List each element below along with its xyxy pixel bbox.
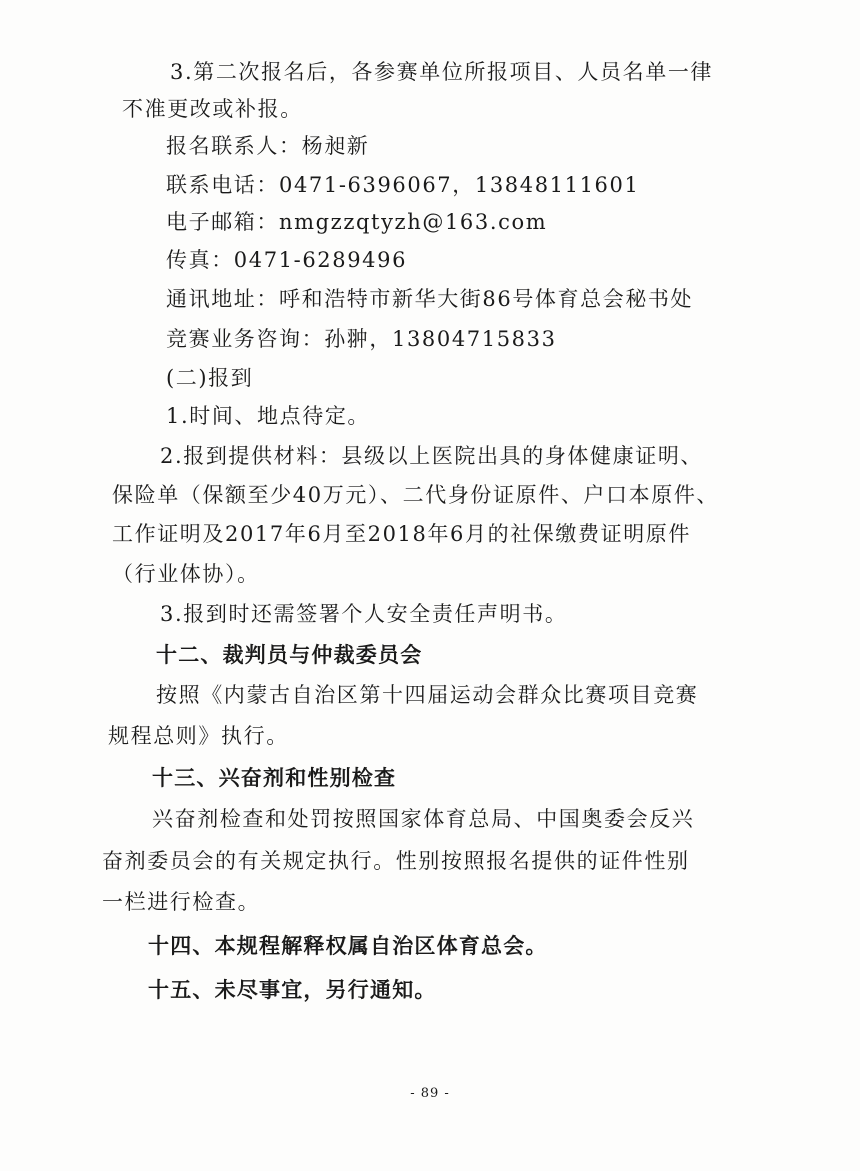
check-in-item2-line2: 保险单（保额至少40万元）、二代身份证原件、户口本原件、 bbox=[112, 483, 720, 507]
page-number: - 89 - bbox=[410, 1086, 450, 1101]
contact-fax: 传真：0471-6289496 bbox=[166, 248, 408, 272]
check-in-item2-line4: （行业体协）。 bbox=[112, 562, 260, 586]
check-in-item1: 1.时间、地点待定。 bbox=[166, 404, 371, 428]
check-in-item3: 3.报到时还需签署个人安全责任声明书。 bbox=[160, 602, 568, 626]
section-15-heading: 十五、未尽事宜，另行通知。 bbox=[148, 978, 437, 1002]
section-12-heading: 十二、裁判员与仲裁委员会 bbox=[156, 643, 423, 667]
rule3-line2: 不准更改或补报。 bbox=[122, 97, 303, 121]
rule3-line1: 3.第二次报名后，各参赛单位所报项目、人员名单一律 bbox=[170, 60, 714, 84]
section-13-body-line3: 一栏进行检查。 bbox=[102, 890, 261, 914]
contact-email: 电子邮箱：nmgzzqtyzh@163.com bbox=[166, 210, 548, 234]
check-in-item2-line1: 2.报到提供材料：县级以上医院出具的身体健康证明、 bbox=[160, 444, 704, 468]
check-in-heading: (二)报到 bbox=[166, 366, 254, 390]
section-13-heading: 十三、兴奋剂和性别检查 bbox=[152, 766, 397, 790]
section-12-body-line1: 按照《内蒙古自治区第十四届运动会群众比赛项目竞赛 bbox=[156, 683, 699, 707]
section-13-body-line1: 兴奋剂检查和处罚按照国家体育总局、中国奥委会反兴 bbox=[152, 807, 695, 831]
contact-phone: 联系电话：0471-6396067，13848111601 bbox=[166, 173, 640, 197]
check-in-item2-line3: 工作证明及2017年6月至2018年6月的社保缴费证明原件 bbox=[112, 522, 692, 546]
contact-consult: 竞赛业务咨询：孙翀，13804715833 bbox=[166, 327, 557, 351]
section-14-heading: 十四、本规程解释权属自治区体育总会。 bbox=[148, 934, 548, 958]
contact-person: 报名联系人：杨昶新 bbox=[166, 134, 370, 158]
section-12-body-line2: 规程总则》执行。 bbox=[108, 724, 289, 748]
contact-address: 通讯地址：呼和浩特市新华大街86号体育总会秘书处 bbox=[166, 287, 694, 311]
section-13-body-line2: 奋剂委员会的有关规定执行。性别按照报名提供的证件性别 bbox=[102, 849, 690, 873]
